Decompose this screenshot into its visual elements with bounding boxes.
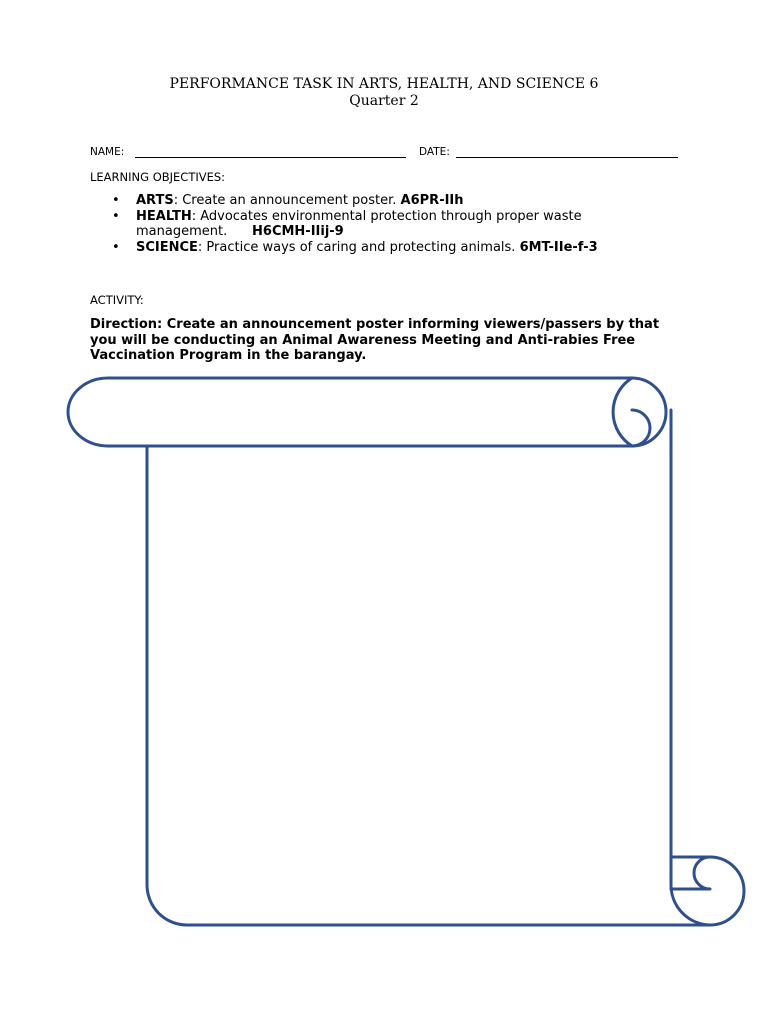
objective-code: 6MT-IIe-f-3 bbox=[519, 239, 598, 255]
bullet-icon: • bbox=[112, 193, 120, 208]
scroll-top-roll bbox=[68, 378, 666, 446]
scroll-bottom-curl bbox=[671, 857, 710, 889]
objective-code: H6CMH-IIij-9 bbox=[252, 224, 344, 239]
scroll-body bbox=[147, 410, 710, 925]
objective-code: A6PR-IIh bbox=[400, 193, 464, 208]
learning-objectives-heading: LEARNING OBJECTIVES: bbox=[90, 170, 226, 184]
quarter-line: Quarter 2 bbox=[349, 93, 419, 109]
scroll-outline bbox=[68, 378, 744, 925]
date-label: DATE: bbox=[419, 146, 450, 158]
title-line: PERFORMANCE TASK IN ARTS, HEALTH, AND SCIENCE 6 bbox=[169, 76, 599, 92]
objective-subject: SCIENCE bbox=[136, 239, 198, 255]
bullet-icon: • bbox=[112, 239, 120, 255]
objective-text: : Practice ways of caring and protecting animals. bbox=[197, 239, 520, 255]
direction-text: Direction: Create an announcement poster informing viewers/passers by that you will be conducting an Animal Awareness Meeting and Anti-rabies Free Vaccination Program in the barangay. bbox=[90, 317, 660, 363]
objective-subject: HEALTH bbox=[136, 208, 192, 224]
objective-text: : Advocates environmental protection through proper waste management. bbox=[136, 208, 582, 239]
name-label: NAME: bbox=[90, 146, 125, 158]
scroll-top-curl bbox=[613, 378, 650, 446]
bullet-icon: • bbox=[112, 208, 120, 224]
scroll-bottom-roll bbox=[671, 857, 744, 925]
objective-text: : Create an announcement poster. bbox=[173, 193, 401, 208]
activity-heading: ACTIVITY: bbox=[90, 293, 144, 307]
objective-subject: ARTS bbox=[136, 193, 174, 208]
